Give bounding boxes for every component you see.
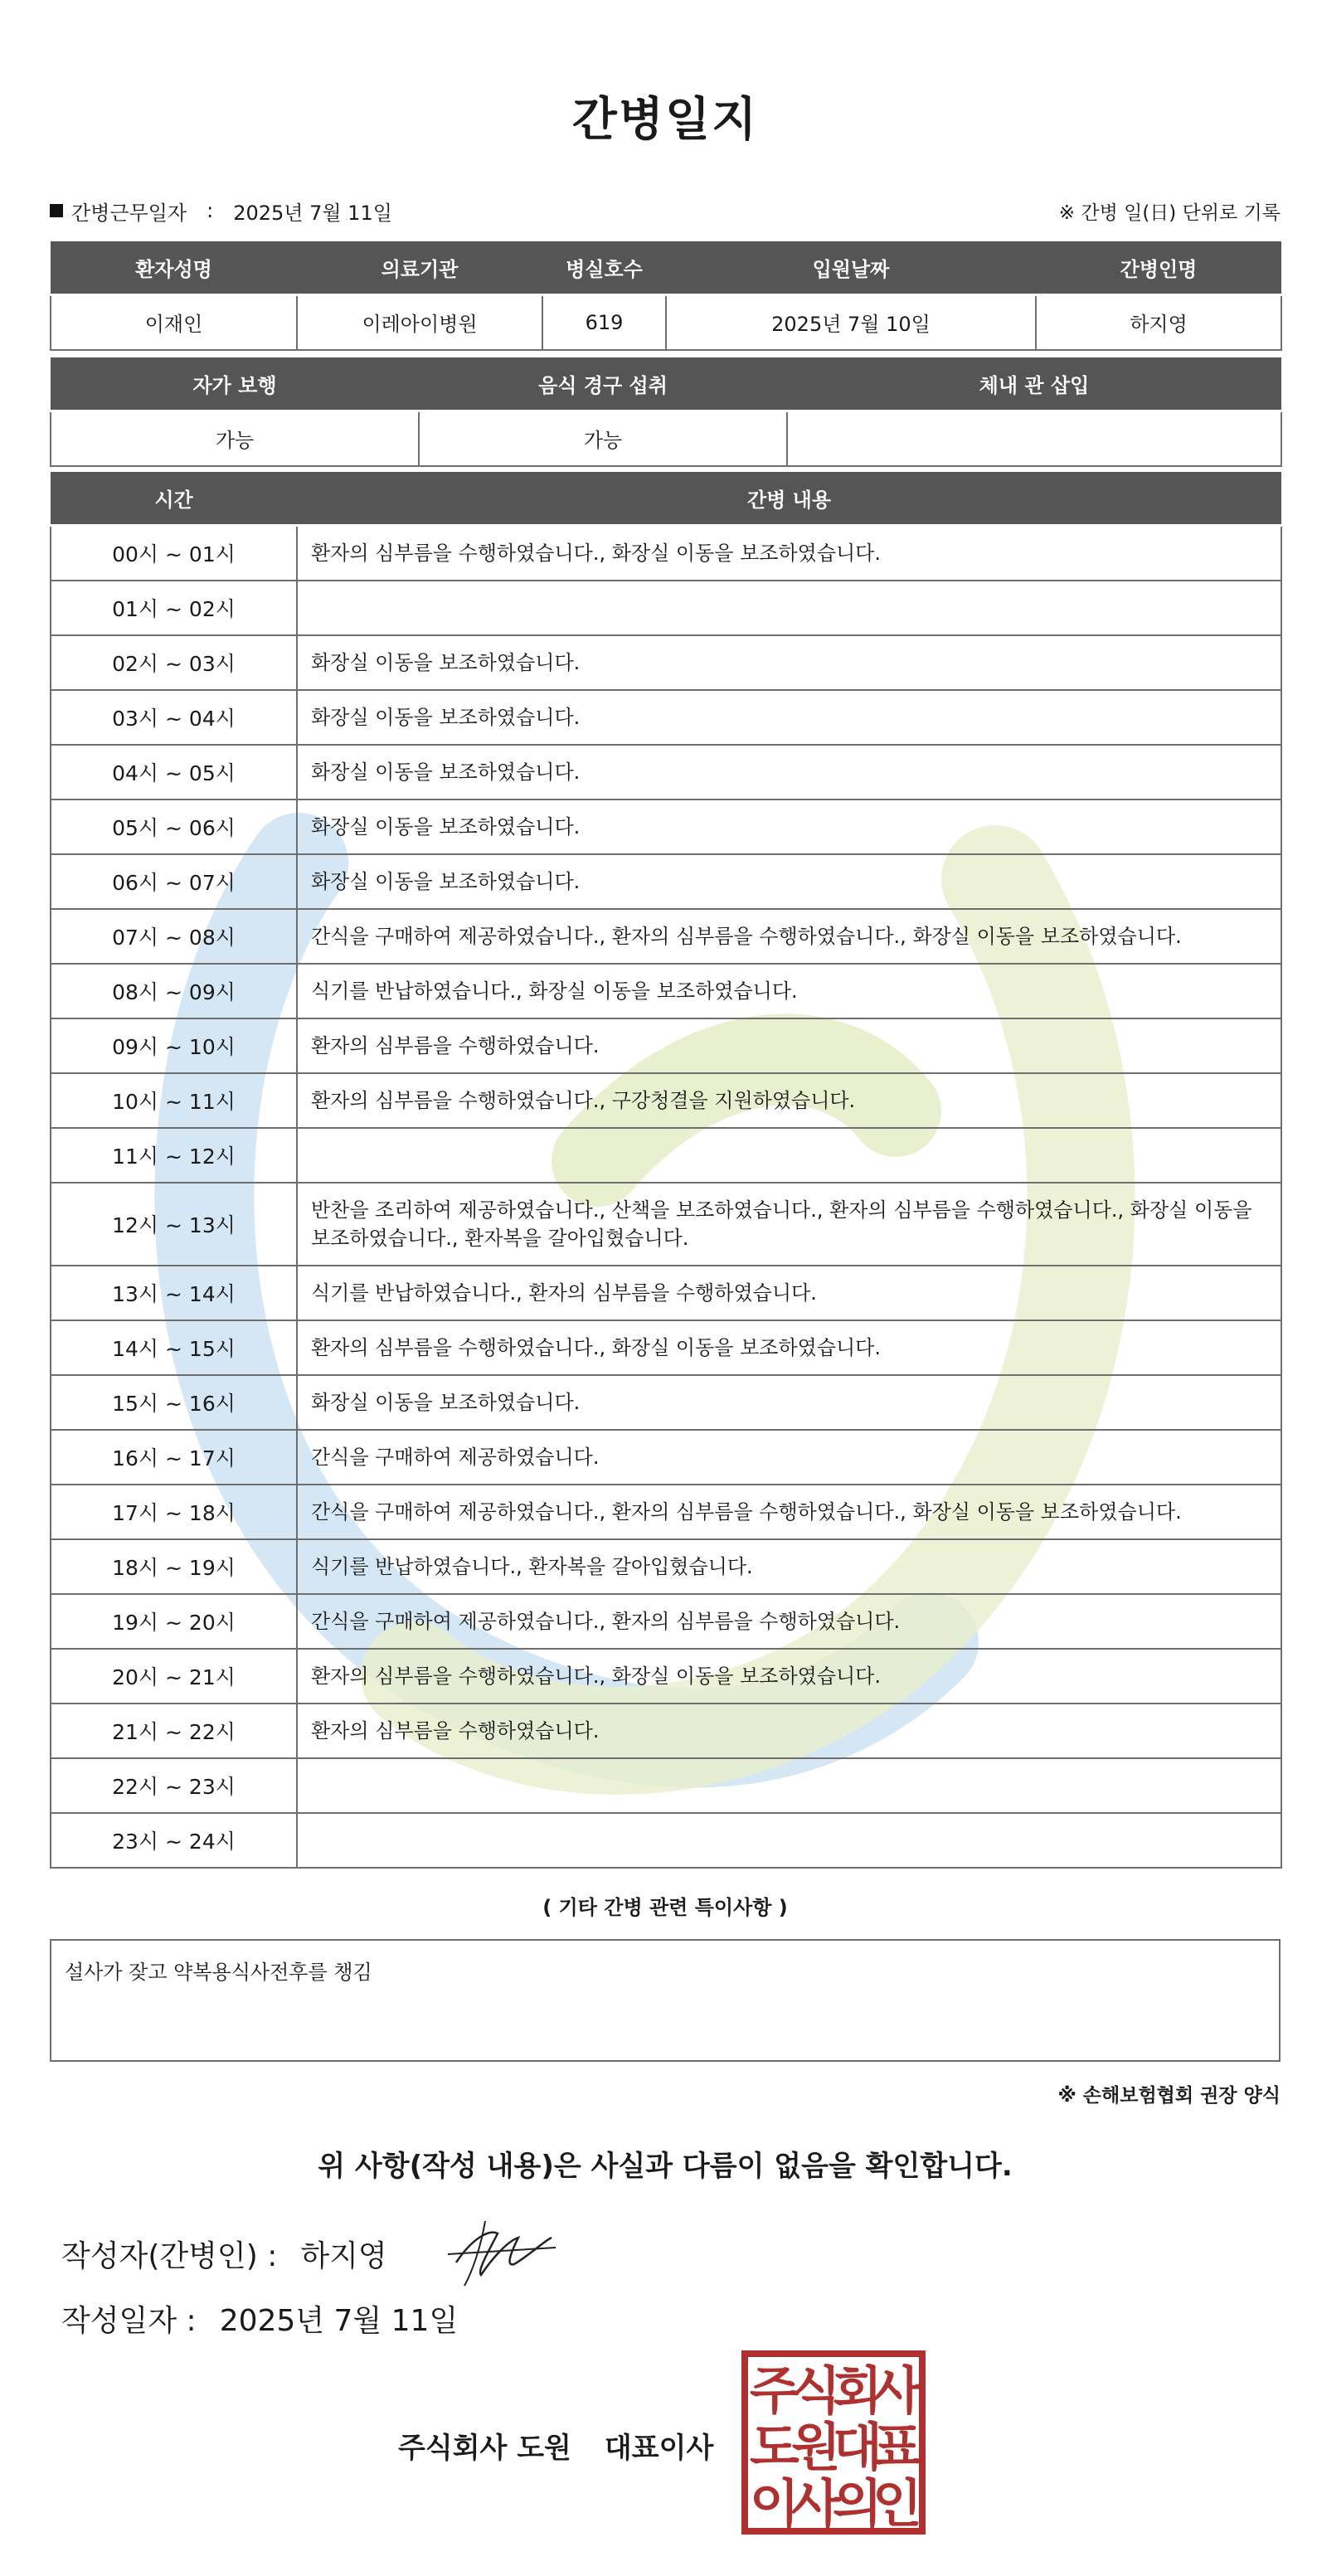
care-log-time: 06시 ~ 07시 <box>51 854 297 909</box>
care-log-row <box>51 526 1281 581</box>
care-log-content: 간식을 구매하여 제공하였습니다. <box>297 1430 1281 1485</box>
patient-info-values <box>51 295 1281 350</box>
self-walking-value: 가능 <box>51 411 419 466</box>
care-log-time: 14시 ~ 15시 <box>51 1320 297 1375</box>
care-log-time: 01시 ~ 02시 <box>51 581 297 635</box>
care-log-content: 환자의 심부름을 수행하였습니다. <box>297 1704 1281 1758</box>
svg-text:주: 주 <box>750 2360 799 2421</box>
care-log-row <box>51 800 1281 854</box>
patient-name: 이재인 <box>51 295 297 350</box>
square-bullet-icon <box>50 204 63 217</box>
svg-text:이: 이 <box>750 2473 799 2534</box>
care-log-row <box>51 1704 1281 1758</box>
care-log-time: 08시 ~ 09시 <box>51 964 297 1018</box>
care-log-row <box>51 690 1281 745</box>
write-date-value: 2025년 7월 11일 <box>219 2304 459 2338</box>
care-log-time: 15시 ~ 16시 <box>51 1375 297 1430</box>
care-log-time: 19시 ~ 20시 <box>51 1594 297 1649</box>
header-room: 병실호수 <box>542 241 666 295</box>
write-date-label: 작성일자 : <box>61 2304 197 2338</box>
care-log-row <box>51 1018 1281 1073</box>
care-log-time: 09시 ~ 10시 <box>51 1018 297 1073</box>
caregiver-name: 하지영 <box>1036 295 1281 350</box>
meta-row <box>50 196 1281 226</box>
care-log-content <box>297 581 1281 635</box>
care-log-row <box>51 1649 1281 1704</box>
notes-box <box>50 1939 1281 2062</box>
care-log-row <box>51 964 1281 1018</box>
care-log-content: 환자의 심부름을 수행하였습니다. <box>297 1018 1281 1073</box>
header-self-walking: 자가 보행 <box>51 357 419 411</box>
care-log-content: 화장실 이동을 보조하였습니다. <box>297 635 1281 690</box>
care-log-row <box>51 1073 1281 1128</box>
company-name: 주식회사 도원 <box>398 2432 571 2465</box>
writer-line <box>61 2233 387 2275</box>
care-log-row <box>51 581 1281 635</box>
admission-date: 2025년 7월 10일 <box>666 295 1036 350</box>
svg-text:인: 인 <box>872 2473 922 2534</box>
header-oral-intake: 음식 경구 섭취 <box>419 357 787 411</box>
care-log-row <box>51 1266 1281 1320</box>
care-log-time: 07시 ~ 08시 <box>51 909 297 964</box>
care-log-content: 식기를 반납하였습니다., 화장실 이동을 보조하였습니다. <box>297 964 1281 1018</box>
care-log-row <box>51 1320 1281 1375</box>
care-log-row <box>51 909 1281 964</box>
care-log-body <box>51 526 1281 1868</box>
care-log-content: 간식을 구매하여 제공하였습니다., 환자의 심부름을 수행하였습니다., 화장실 이동을 보조하였습니다. <box>297 909 1281 964</box>
header-tube-insertion: 체내 관 삽입 <box>787 357 1281 411</box>
care-log-content: 환자의 심부름을 수행하였습니다., 화장실 이동을 보조하였습니다. <box>297 1649 1281 1704</box>
svg-text:의: 의 <box>833 2473 882 2534</box>
header-patient-name: 환자성명 <box>51 241 297 295</box>
care-log-row <box>51 1375 1281 1430</box>
work-date-label: 간병근무일자 <box>71 201 187 225</box>
care-log-row <box>51 1430 1281 1485</box>
work-date <box>50 197 392 226</box>
company-seal-stamp <box>740 2349 927 2536</box>
room-number: 619 <box>542 295 666 350</box>
confirmation-statement: 위 사항(작성 내용)은 사실과 다름이 없음을 확인합니다. <box>318 2150 1013 2183</box>
svg-text:사: 사 <box>872 2360 922 2421</box>
care-log-content: 화장실 이동을 보조하였습니다. <box>297 800 1281 854</box>
care-log-row <box>51 1183 1281 1266</box>
care-log-time: 22시 ~ 23시 <box>51 1758 297 1813</box>
care-log-content: 간식을 구매하여 제공하였습니다., 환자의 심부름을 수행하였습니다. <box>297 1594 1281 1649</box>
svg-text:도: 도 <box>750 2417 799 2477</box>
document-title: 간병일지 <box>571 93 759 147</box>
care-log-time: 00시 ~ 01시 <box>51 526 297 581</box>
care-log-content <box>297 1758 1281 1813</box>
work-date-separator: : <box>207 199 214 222</box>
care-log-content: 식기를 반납하였습니다., 환자복을 갈아입혔습니다. <box>297 1539 1281 1594</box>
header-hospital: 의료기관 <box>297 241 542 295</box>
patient-status-values <box>51 411 1281 466</box>
care-log-time: 10시 ~ 11시 <box>51 1073 297 1128</box>
work-date-value: 2025년 7월 11일 <box>233 201 392 225</box>
care-log-time: 13시 ~ 14시 <box>51 1266 297 1320</box>
care-log-content: 환자의 심부름을 수행하였습니다., 화장실 이동을 보조하였습니다. <box>297 526 1281 581</box>
signature-icon <box>440 2213 564 2287</box>
svg-text:식: 식 <box>791 2360 841 2421</box>
care-log-content: 화장실 이동을 보조하였습니다. <box>297 854 1281 909</box>
care-log-time: 03시 ~ 04시 <box>51 690 297 745</box>
care-log-row <box>51 1594 1281 1649</box>
care-log-time: 17시 ~ 18시 <box>51 1485 297 1539</box>
header-admission-date: 입원날짜 <box>666 241 1036 295</box>
care-log-table <box>50 469 1282 1869</box>
header-caregiver-name: 간병인명 <box>1036 241 1281 295</box>
company-line <box>398 2425 713 2466</box>
care-log-content: 반찬을 조리하여 제공하였습니다., 산책을 보조하였습니다., 환자의 심부름을 수행하였습니다., 화장실 이동을 보조하였습니다., 환자복을 갈아입혔습니다. <box>297 1183 1281 1266</box>
notes-title: ( 기타 간병 관련 특이사항 ) <box>542 1896 788 1919</box>
care-log-content: 화장실 이동을 보조하였습니다. <box>297 745 1281 800</box>
care-log-time: 05시 ~ 06시 <box>51 800 297 854</box>
care-log-time: 02시 ~ 03시 <box>51 635 297 690</box>
svg-text:표: 표 <box>872 2417 922 2477</box>
care-log-row <box>51 1813 1281 1868</box>
care-log-content <box>297 1813 1281 1868</box>
care-log-content: 간식을 구매하여 제공하였습니다., 환자의 심부름을 수행하였습니다., 화장실 이동을 보조하였습니다. <box>297 1485 1281 1539</box>
tube-insertion-value <box>787 411 1281 466</box>
care-log-row <box>51 1758 1281 1813</box>
care-log-row <box>51 1485 1281 1539</box>
care-log-time: 16시 ~ 17시 <box>51 1430 297 1485</box>
unit-note: ※ 간병 일(日) 단위로 기록 <box>1058 202 1281 224</box>
care-log-time: 23시 ~ 24시 <box>51 1813 297 1868</box>
care-log-content <box>297 1128 1281 1183</box>
care-log-content: 화장실 이동을 보조하였습니다. <box>297 1375 1281 1430</box>
care-log-header <box>51 471 1281 526</box>
care-log-time: 11시 ~ 12시 <box>51 1128 297 1183</box>
header-time: 시간 <box>51 471 297 526</box>
svg-text:원: 원 <box>791 2417 841 2477</box>
writer-name: 하지영 <box>300 2239 387 2273</box>
care-log-content: 식기를 반납하였습니다., 환자의 심부름을 수행하였습니다. <box>297 1266 1281 1320</box>
writer-label: 작성자(간병인) : <box>61 2239 278 2273</box>
patient-status-header <box>51 357 1281 411</box>
care-log-content: 환자의 심부름을 수행하였습니다., 화장실 이동을 보조하였습니다. <box>297 1320 1281 1375</box>
care-log-row <box>51 635 1281 690</box>
care-log-time: 04시 ~ 05시 <box>51 745 297 800</box>
care-log-row <box>51 1128 1281 1183</box>
svg-text:사: 사 <box>791 2473 841 2534</box>
header-care-content: 간병 내용 <box>297 471 1281 526</box>
hospital-name: 이레아이병원 <box>297 295 542 350</box>
form-note: ※ 손해보험협회 권장 양식 <box>1057 2085 1281 2107</box>
care-log-row <box>51 854 1281 909</box>
care-log-row <box>51 1539 1281 1594</box>
care-log-time: 21시 ~ 22시 <box>51 1704 297 1758</box>
patient-status-table <box>50 355 1282 467</box>
company-title: 대표이사 <box>604 2432 714 2465</box>
patient-info-table <box>50 239 1282 351</box>
care-log-time: 20시 ~ 21시 <box>51 1649 297 1704</box>
oral-intake-value: 가능 <box>419 411 787 466</box>
care-log-row <box>51 745 1281 800</box>
write-date-line <box>61 2297 458 2340</box>
care-log-time: 12시 ~ 13시 <box>51 1183 297 1266</box>
care-log-content: 환자의 심부름을 수행하였습니다., 구강청결을 지원하였습니다. <box>297 1073 1281 1128</box>
svg-text:회: 회 <box>833 2360 882 2421</box>
notes-text: 설사가 잦고 약복용식사전후를 챙김 <box>65 1961 372 1984</box>
svg-text:대: 대 <box>833 2417 882 2477</box>
care-log-time: 18시 ~ 19시 <box>51 1539 297 1594</box>
patient-info-header <box>51 241 1281 295</box>
care-log-content: 화장실 이동을 보조하였습니다. <box>297 690 1281 745</box>
